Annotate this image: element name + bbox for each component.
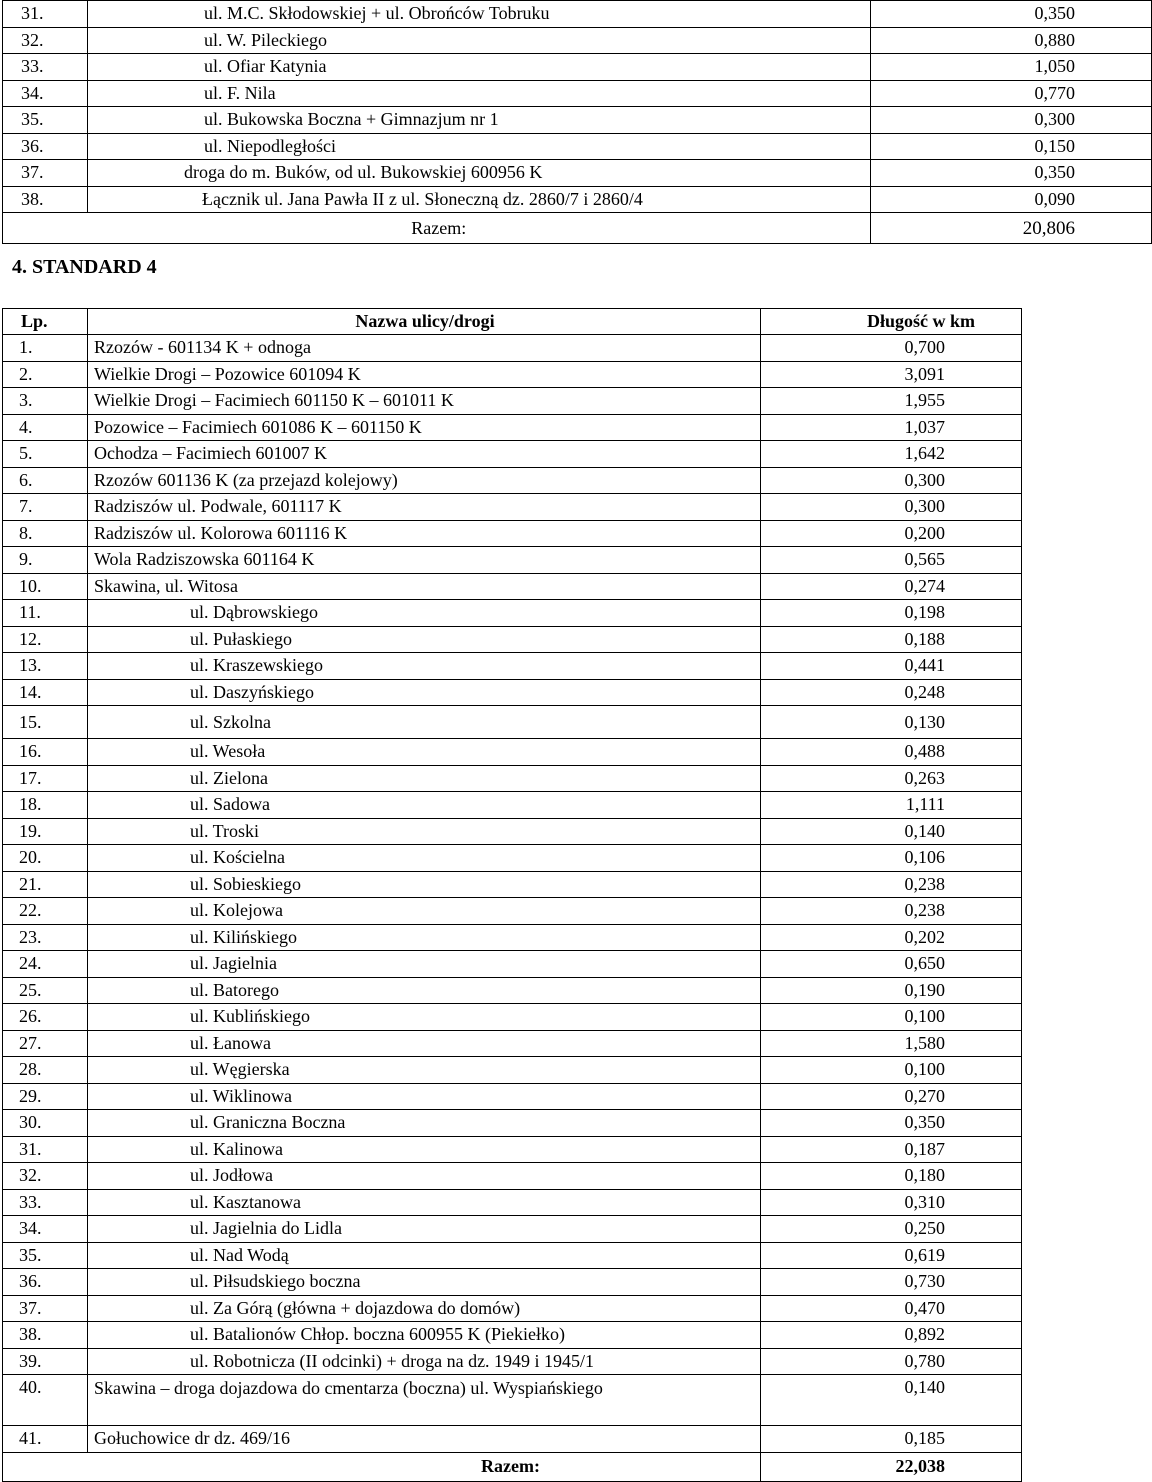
table-row xyxy=(3,1322,1022,1349)
table-row xyxy=(3,388,1022,415)
table-standard-3-continued xyxy=(2,0,1152,244)
road-name: ul. Niepodległości xyxy=(88,133,871,160)
total-value: 20,806 xyxy=(871,213,1152,244)
row-number: 31. xyxy=(3,1136,88,1163)
road-name: ul. Kolejowa xyxy=(88,898,761,925)
table-row xyxy=(3,1375,1022,1426)
header-name: Nazwa ulicy/drogi xyxy=(88,309,761,335)
road-name: Łącznik ul. Jana Pawła II z ul. Słoneczną dz. 2860/7 i 2860/4 xyxy=(88,186,871,213)
road-length: 0,140 xyxy=(761,818,1022,845)
road-length: 0,188 xyxy=(761,626,1022,653)
row-number: 34. xyxy=(3,1216,88,1243)
road-name: ul. Batorego xyxy=(88,977,761,1004)
road-length: 0,274 xyxy=(761,573,1022,600)
row-number: 36. xyxy=(3,1269,88,1296)
road-length: 0,100 xyxy=(761,1004,1022,1031)
road-length: 0,263 xyxy=(761,765,1022,792)
table-row xyxy=(3,1136,1022,1163)
row-number: 38. xyxy=(3,1322,88,1349)
row-number: 25. xyxy=(3,977,88,1004)
road-name: Rzozów 601136 K (za przejazd kolejowy) xyxy=(88,467,761,494)
row-number: 4. xyxy=(3,414,88,441)
road-name: Pozowice – Facimiech 601086 K – 601150 K xyxy=(88,414,761,441)
road-length: 0,700 xyxy=(761,335,1022,362)
table-row xyxy=(3,871,1022,898)
road-length: 3,091 xyxy=(761,361,1022,388)
road-length: 1,580 xyxy=(761,1030,1022,1057)
road-length: 0,200 xyxy=(761,520,1022,547)
row-number: 18. xyxy=(3,792,88,819)
table-row xyxy=(3,520,1022,547)
table-standard-4 xyxy=(2,308,1022,1482)
table-row xyxy=(3,494,1022,521)
row-number: 29. xyxy=(3,1083,88,1110)
table-row xyxy=(3,467,1022,494)
road-length: 0,488 xyxy=(761,739,1022,766)
table-row xyxy=(3,414,1022,441)
road-length: 0,187 xyxy=(761,1136,1022,1163)
road-length: 0,565 xyxy=(761,547,1022,574)
table-row xyxy=(3,547,1022,574)
road-length: 0,730 xyxy=(761,1269,1022,1296)
row-number: 6. xyxy=(3,467,88,494)
road-length: 0,770 xyxy=(871,80,1152,107)
table-row xyxy=(3,898,1022,925)
table-row xyxy=(3,186,1152,213)
road-name: ul. Bukowska Boczna + Gimnazjum nr 1 xyxy=(88,107,871,134)
table-row xyxy=(3,706,1022,739)
road-length: 0,090 xyxy=(871,186,1152,213)
road-length: 0,880 xyxy=(871,27,1152,54)
road-name: droga do m. Buków, od ul. Bukowskiej 600956 K xyxy=(88,160,871,187)
table-row xyxy=(3,107,1152,134)
table-row xyxy=(3,653,1022,680)
row-number: 36. xyxy=(3,133,88,160)
road-length: 0,130 xyxy=(761,706,1022,739)
table-row xyxy=(3,1216,1022,1243)
table-row xyxy=(3,335,1022,362)
road-name: Skawina, ul. Witosa xyxy=(88,573,761,600)
road-name: ul. Zielona xyxy=(88,765,761,792)
road-name: ul. Węgierska xyxy=(88,1057,761,1084)
row-number: 28. xyxy=(3,1057,88,1084)
road-length: 0,350 xyxy=(871,1,1152,28)
row-number: 30. xyxy=(3,1110,88,1137)
road-name: Skawina – droga dojazdowa do cmentarza (boczna) ul. Wyspiańskiego xyxy=(88,1375,761,1426)
row-number: 37. xyxy=(3,1295,88,1322)
road-length: 0,619 xyxy=(761,1242,1022,1269)
row-number: 24. xyxy=(3,951,88,978)
row-number: 27. xyxy=(3,1030,88,1057)
road-name: ul. Kublińskiego xyxy=(88,1004,761,1031)
table-row xyxy=(3,1083,1022,1110)
road-length: 1,642 xyxy=(761,441,1022,468)
row-number: 7. xyxy=(3,494,88,521)
road-name: ul. Jodłowa xyxy=(88,1163,761,1190)
row-number: 26. xyxy=(3,1004,88,1031)
table-row xyxy=(3,626,1022,653)
road-name: ul. Sadowa xyxy=(88,792,761,819)
row-number: 9. xyxy=(3,547,88,574)
header-length: Długość w km xyxy=(761,309,1022,335)
row-number: 40. xyxy=(3,1375,88,1426)
row-number: 41. xyxy=(3,1426,88,1453)
table-row xyxy=(3,361,1022,388)
row-number: 14. xyxy=(3,679,88,706)
row-number: 21. xyxy=(3,871,88,898)
road-length: 0,185 xyxy=(761,1426,1022,1453)
table-row xyxy=(3,1030,1022,1057)
row-number: 34. xyxy=(3,80,88,107)
road-name: ul. Kraszewskiego xyxy=(88,653,761,680)
road-name: Rzozów - 601134 K + odnoga xyxy=(88,335,761,362)
row-number: 15. xyxy=(3,706,88,739)
row-number: 33. xyxy=(3,54,88,81)
table-row xyxy=(3,133,1152,160)
road-name: ul. Wiklinowa xyxy=(88,1083,761,1110)
road-length: 0,238 xyxy=(761,871,1022,898)
road-length: 0,198 xyxy=(761,600,1022,627)
road-name: ul. Jagielnia do Lidla xyxy=(88,1216,761,1243)
road-name: ul. Sobieskiego xyxy=(88,871,761,898)
row-number: 35. xyxy=(3,1242,88,1269)
total-value: 22,038 xyxy=(761,1452,1022,1481)
row-number: 37. xyxy=(3,160,88,187)
row-number: 13. xyxy=(3,653,88,680)
road-length: 0,238 xyxy=(761,898,1022,925)
road-length: 0,310 xyxy=(761,1189,1022,1216)
row-number: 3. xyxy=(3,388,88,415)
table-row xyxy=(3,1004,1022,1031)
table-row xyxy=(3,1348,1022,1375)
table-row xyxy=(3,765,1022,792)
row-number: 39. xyxy=(3,1348,88,1375)
road-name: Gołuchowice dr dz. 469/16 xyxy=(88,1426,761,1453)
road-name: ul. Pułaskiego xyxy=(88,626,761,653)
table-row xyxy=(3,1057,1022,1084)
total-label: Razem: xyxy=(88,1452,761,1481)
road-name: ul. Kalinowa xyxy=(88,1136,761,1163)
table-row xyxy=(3,573,1022,600)
table-row xyxy=(3,27,1152,54)
row-number: 10. xyxy=(3,573,88,600)
road-name: ul. Kasztanowa xyxy=(88,1189,761,1216)
table-row xyxy=(3,818,1022,845)
row-number: 38. xyxy=(3,186,88,213)
road-length: 0,350 xyxy=(761,1110,1022,1137)
road-name: Wielkie Drogi – Facimiech 601150 K – 601011 K xyxy=(88,388,761,415)
row-number: 31. xyxy=(3,1,88,28)
row-number: 1. xyxy=(3,335,88,362)
road-name: ul. F. Nila xyxy=(88,80,871,107)
road-length: 0,180 xyxy=(761,1163,1022,1190)
road-length: 0,190 xyxy=(761,977,1022,1004)
table-row xyxy=(3,951,1022,978)
table-row xyxy=(3,80,1152,107)
road-name: ul. Wesoła xyxy=(88,739,761,766)
table-row xyxy=(3,1110,1022,1137)
road-length: 0,250 xyxy=(761,1216,1022,1243)
total-row xyxy=(3,1452,1022,1481)
road-name: Ochodza – Facimiech 601007 K xyxy=(88,441,761,468)
road-length: 0,270 xyxy=(761,1083,1022,1110)
table-row xyxy=(3,977,1022,1004)
table-row xyxy=(3,1295,1022,1322)
road-name: ul. Dąbrowskiego xyxy=(88,600,761,627)
row-number: 5. xyxy=(3,441,88,468)
road-name: Wielkie Drogi – Pozowice 601094 K xyxy=(88,361,761,388)
row-number: 19. xyxy=(3,818,88,845)
road-name: ul. Szkolna xyxy=(88,706,761,739)
empty-cell xyxy=(3,1452,88,1481)
row-number: 16. xyxy=(3,739,88,766)
table-row xyxy=(3,54,1152,81)
empty-cell xyxy=(3,213,88,244)
row-number: 32. xyxy=(3,27,88,54)
road-name: Radziszów ul. Podwale, 601117 K xyxy=(88,494,761,521)
row-number: 35. xyxy=(3,107,88,134)
road-length: 0,202 xyxy=(761,924,1022,951)
road-length: 0,106 xyxy=(761,845,1022,872)
row-number: 17. xyxy=(3,765,88,792)
road-length: 0,441 xyxy=(761,653,1022,680)
row-number: 23. xyxy=(3,924,88,951)
table-row xyxy=(3,1269,1022,1296)
row-number: 2. xyxy=(3,361,88,388)
road-name: ul. Nad Wodą xyxy=(88,1242,761,1269)
row-number: 8. xyxy=(3,520,88,547)
row-number: 22. xyxy=(3,898,88,925)
table-row xyxy=(3,845,1022,872)
table-row xyxy=(3,1,1152,28)
table-row xyxy=(3,1426,1022,1453)
road-name: Radziszów ul. Kolorowa 601116 K xyxy=(88,520,761,547)
road-length: 0,650 xyxy=(761,951,1022,978)
road-name: Wola Radziszowska 601164 K xyxy=(88,547,761,574)
road-length: 0,300 xyxy=(871,107,1152,134)
row-number: 12. xyxy=(3,626,88,653)
total-row xyxy=(3,213,1152,244)
road-name: ul. Piłsudskiego boczna xyxy=(88,1269,761,1296)
table-header xyxy=(3,309,1022,335)
row-number: 11. xyxy=(3,600,88,627)
row-number: 32. xyxy=(3,1163,88,1190)
road-length: 1,050 xyxy=(871,54,1152,81)
table-row xyxy=(3,1242,1022,1269)
section-title: 4. STANDARD 4 xyxy=(12,256,157,278)
road-name: ul. Ofiar Katynia xyxy=(88,54,871,81)
road-length: 1,037 xyxy=(761,414,1022,441)
road-name: ul. Za Górą (główna + dojazdowa do domów) xyxy=(88,1295,761,1322)
table-row xyxy=(3,739,1022,766)
header-lp: Lp. xyxy=(3,309,88,335)
table-row xyxy=(3,1163,1022,1190)
road-length: 0,100 xyxy=(761,1057,1022,1084)
road-length: 0,892 xyxy=(761,1322,1022,1349)
road-name: ul. Robotnicza (II odcinki) + droga na dz. 1949 i 1945/1 xyxy=(88,1348,761,1375)
road-length: 0,300 xyxy=(761,467,1022,494)
row-number: 33. xyxy=(3,1189,88,1216)
table-body xyxy=(3,335,1022,1453)
road-length: 0,140 xyxy=(761,1375,1022,1426)
table-row xyxy=(3,1189,1022,1216)
road-name: ul. Troski xyxy=(88,818,761,845)
table-row xyxy=(3,600,1022,627)
road-name: ul. Kościelna xyxy=(88,845,761,872)
road-name: ul. Jagielnia xyxy=(88,951,761,978)
road-length: 0,470 xyxy=(761,1295,1022,1322)
table-row xyxy=(3,792,1022,819)
table-row xyxy=(3,441,1022,468)
table-row xyxy=(3,679,1022,706)
road-name: ul. Daszyńskiego xyxy=(88,679,761,706)
road-length: 0,300 xyxy=(761,494,1022,521)
road-length: 0,150 xyxy=(871,133,1152,160)
road-name: ul. M.C. Skłodowskiej + ul. Obrońców Tobruku xyxy=(88,1,871,28)
road-name: ul. Łanowa xyxy=(88,1030,761,1057)
road-name: ul. Batalionów Chłop. boczna 600955 K (Piekiełko) xyxy=(88,1322,761,1349)
total-label: Razem: xyxy=(88,213,871,244)
road-name: ul. Graniczna Boczna xyxy=(88,1110,761,1137)
road-length: 1,111 xyxy=(761,792,1022,819)
road-name: ul. W. Pileckiego xyxy=(88,27,871,54)
road-length: 0,350 xyxy=(871,160,1152,187)
road-length: 0,248 xyxy=(761,679,1022,706)
table-row xyxy=(3,160,1152,187)
row-number: 20. xyxy=(3,845,88,872)
table-row xyxy=(3,924,1022,951)
road-name: ul. Kilińskiego xyxy=(88,924,761,951)
road-length: 1,955 xyxy=(761,388,1022,415)
road-length: 0,780 xyxy=(761,1348,1022,1375)
